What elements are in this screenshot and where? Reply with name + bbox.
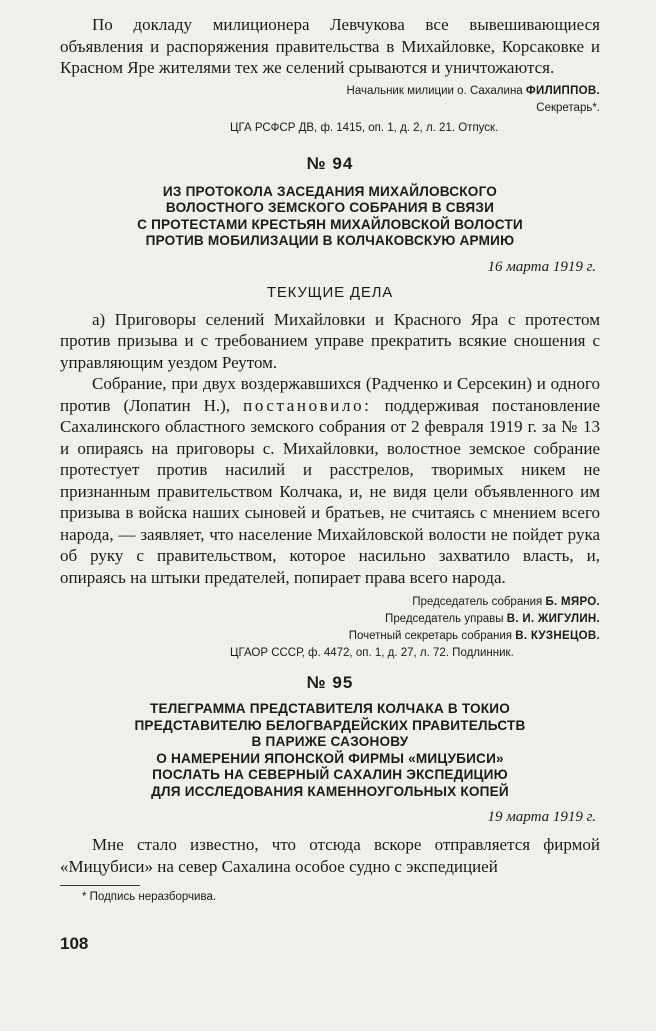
document-95-number: № 95 <box>306 673 354 692</box>
document-94-title <box>60 184 600 250</box>
footnote-divider <box>60 885 140 886</box>
paragraph-a: а) Приговоры селений Михайловки и Красного Яра с протестом против призыва и с требованием управе прекратить всякие сношения с управляющим уездом Реутом. <box>60 309 600 372</box>
title-line: С ПРОТЕСТАМИ КРЕСТЬЯН МИХАЙЛОВСКОЙ ВОЛОСТИ <box>137 216 523 232</box>
signature-name: Б. МЯРО. <box>545 596 600 608</box>
footnote: * Подпись неразборчива. <box>82 891 217 903</box>
title-line: ВОЛОСТНОГО ЗЕМСКОГО СОБРАНИЯ В СВЯЗИ <box>165 200 495 215</box>
title-line: О НАМЕРЕНИИ ЯПОНСКОЙ ФИРМЫ «МИЦУБИСИ» <box>156 750 504 766</box>
signature-title: Начальник милиции о. Сахалина <box>346 84 523 97</box>
signature-title: Председатель собрания <box>412 596 543 608</box>
document-94-signatures <box>60 594 600 645</box>
document-94-archive-reference: ЦГАОР СССР, ф. 4472, оп. 1, д. 27, л. 72. Подлинник. <box>230 647 514 659</box>
document-94-date: 16 марта 1919 г. <box>487 258 596 275</box>
signature-board-chairman <box>60 611 600 628</box>
document-95-date: 19 марта 1919 г. <box>487 809 596 825</box>
secretary-line: Секретарь*. <box>536 101 600 114</box>
title-line: ИЗ ПРОТОКОЛА ЗАСЕДАНИЯ МИХАЙЛОВСКОГО <box>162 183 498 199</box>
title-line: ПРОТИВ МОБИЛИЗАЦИИ В КОЛЧАКОВСКУЮ АРМИЮ <box>145 233 515 248</box>
title-line: ПРЕДСТАВИТЕЛЮ БЕЛОГВАРДЕЙСКИХ ПРАВИТЕЛЬСТВ <box>134 717 526 733</box>
document-95-paragraph: Мне стало известно, что отсюда вскоре отправляется фирмой «Мицубиси» на север Сахалина особое судно с экспедицией <box>60 835 600 876</box>
title-line: ДЛЯ ИССЛЕДОВАНИЯ КАМЕННОУГОЛЬНЫХ КОПЕЙ <box>151 783 509 799</box>
title-line: ПОСЛАТЬ НА СЕВЕРНЫЙ САХАЛИН ЭКСПЕДИЦИЮ <box>152 767 508 782</box>
signature-chairman <box>60 594 600 611</box>
paragraph-b-start: Собрание, при двух воздержавшихся (Радченко и Серсекин) и одного против (Лопатин Н.), <box>60 374 600 415</box>
signature-title: Почетный секретарь собрания <box>348 630 513 642</box>
page-number: 108 <box>60 934 89 953</box>
section-heading: ТЕКУЩИЕ ДЕЛА <box>266 283 394 301</box>
paragraph-b-end: поддерживая постановление Сахалинского областного земского собрания от 2 февраля 1919 г. за № 13 и опираясь на приговоры с. Михайловки, волостное земское собрание протестует против насилий и расстрелов, творимых никем не признанным правительством Колчака, и, не видя цели объявленного им призыва в войска наших сыновей и братьев, не считаясь с мнением всего народа, — заявляет, что население Михайловской волости не пойдет рука об руку с правительством, которое насильно захватило власть, и, опираясь на штыки предателей, попирает права всего народа. <box>60 395 600 587</box>
intro-signature <box>60 83 600 117</box>
title-line: В ПАРИЖЕ САЗОНОВУ <box>251 734 409 749</box>
document-94-number: № 94 <box>306 153 354 173</box>
signature-title: Председатель управы <box>385 613 504 625</box>
document-95-title <box>60 701 600 800</box>
title-line: ТЕЛЕГРАММА ПРЕДСТАВИТЕЛЯ КОЛЧАКА В ТОКИО <box>149 701 511 716</box>
signature-name: В. И. ЖИГУЛИН. <box>506 613 600 625</box>
intro-paragraph: По докладу милиционера Левчукова все вывешивающиеся объявления и распоряжения правительства в Михайловке, Корсаковке и Красном Яре жителями тех же селений срываются и уничтожаются. <box>60 15 600 77</box>
signature-secretary <box>60 628 600 645</box>
resolution-word: постановило: <box>243 395 372 415</box>
intro-archive-reference: ЦГА РСФСР ДВ, ф. 1415, оп. 1, д. 2, л. 21. Отпуск. <box>230 121 499 134</box>
paragraph-b <box>60 373 600 588</box>
signature-name: В. КУЗНЕЦОВ. <box>515 630 600 642</box>
signature-line <box>60 83 600 100</box>
signature-name: ФИЛИППОВ. <box>525 84 600 97</box>
